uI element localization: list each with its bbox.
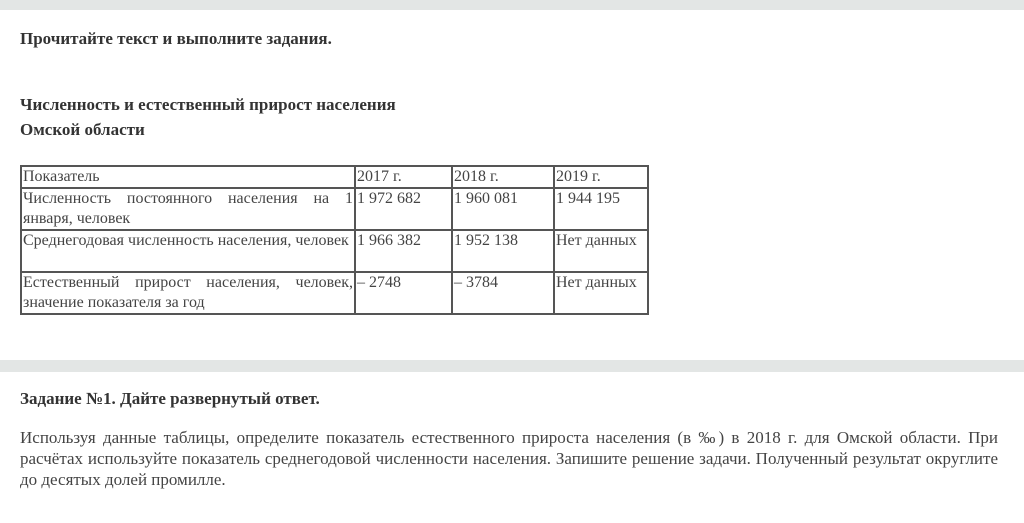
table-cell: Нет данных bbox=[554, 230, 648, 272]
header-indicator: Показатель bbox=[21, 166, 355, 188]
text-panel bbox=[0, 10, 1024, 360]
header-2019: 2019 г. bbox=[554, 166, 648, 188]
document-title-line-2: Омской области bbox=[20, 120, 145, 139]
task-panel bbox=[0, 372, 1024, 523]
table-header-row bbox=[21, 166, 648, 188]
table-cell: Естественный прирост населения, человек, значение показателя за год bbox=[21, 272, 355, 314]
table-cell: – 2748 bbox=[355, 272, 452, 314]
task-text: Используя данные таблицы, определите показатель естественного прироста населения (в ‰) в 2018 г. для Омской области. При расчётах используйте показатель среднегодовой численности населения. Запишите решение задачи. Полученный результат округлите до десятых долей промилле. bbox=[20, 428, 998, 489]
population-table bbox=[20, 165, 649, 315]
table-cell: 1 972 682 bbox=[355, 188, 452, 230]
table-cell: 1 960 081 bbox=[452, 188, 554, 230]
header-2017: 2017 г. bbox=[355, 166, 452, 188]
table-row bbox=[21, 272, 648, 314]
table-cell: Нет данных bbox=[554, 272, 648, 314]
table-row bbox=[21, 230, 648, 272]
table-cell: Среднегодовая численность населения, человек bbox=[21, 230, 355, 272]
table-cell: 1 966 382 bbox=[355, 230, 452, 272]
header-2018: 2018 г. bbox=[452, 166, 554, 188]
document-title-line-1: Численность и естественный прирост населения bbox=[20, 95, 396, 114]
table-row bbox=[21, 188, 648, 230]
table-cell: – 3784 bbox=[452, 272, 554, 314]
table-cell: 1 944 195 bbox=[554, 188, 648, 230]
document-title bbox=[20, 92, 396, 142]
task-title: Задание №1. Дайте развернутый ответ. bbox=[20, 389, 320, 408]
instruction-text: Прочитайте текст и выполните задания. bbox=[20, 29, 332, 48]
table-cell: 1 952 138 bbox=[452, 230, 554, 272]
table-cell: Численность постоянного населения на 1 января, человек bbox=[21, 188, 355, 230]
